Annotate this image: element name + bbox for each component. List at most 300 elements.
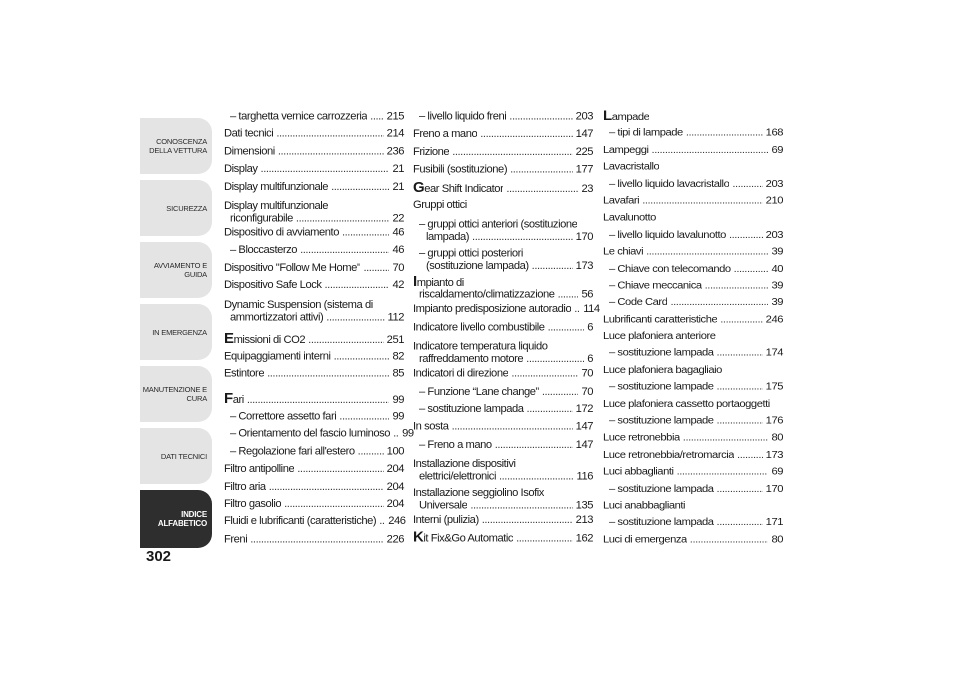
entry-label: – sostituzione lampada (419, 403, 524, 416)
index-entry (413, 418, 593, 436)
leader-dots (548, 319, 585, 337)
entry-label: Display multifunzionale (224, 200, 329, 212)
section-initial: K (413, 529, 424, 546)
entry-label: – gruppi ottici posteriori (419, 247, 523, 260)
entry-label: Dispositivo Safe Lock (224, 279, 322, 291)
entry-text (609, 227, 726, 244)
entry-text (609, 480, 714, 497)
entry-page-number: 246 (388, 516, 406, 528)
leader-dots (326, 311, 384, 322)
entry-text (609, 514, 714, 531)
entry-text (413, 319, 545, 337)
entry-page-number: 174 (765, 347, 783, 359)
entry-label: ammortizzatori attivi) (230, 311, 324, 323)
entry-page-number: 203 (765, 178, 783, 190)
entry-text (603, 396, 770, 413)
entry-label: lampada) (426, 231, 470, 244)
chapter-sidebar (140, 118, 212, 546)
entry-page-number: 112 (387, 311, 404, 323)
entry-text (419, 383, 539, 401)
entry-page-number: 236 (386, 145, 404, 158)
leader-dots (734, 260, 769, 277)
entry-label: ear Shift Indicator (424, 182, 504, 195)
leader-dots (732, 176, 762, 193)
leader-dots (690, 531, 769, 548)
index-entry (603, 210, 783, 227)
entry-page-number: 39 (771, 246, 783, 258)
entry-page-number: 176 (765, 415, 783, 427)
index-entry (603, 176, 783, 193)
index-entry (413, 319, 593, 337)
entry-label: Frizione (413, 146, 450, 158)
index-entry (413, 340, 593, 365)
entry-label: Lampeggi (603, 144, 649, 156)
entry-text (224, 348, 331, 366)
leader-dots (452, 143, 572, 161)
entry-text (224, 478, 266, 496)
index-entry (413, 365, 593, 383)
entry-text (413, 143, 449, 161)
entry-page-number: 147 (575, 421, 593, 433)
entry-text (419, 401, 524, 419)
chapter-tab-2[interactable] (140, 180, 212, 236)
chapter-tab-label: INDICE ALFABETICO (157, 510, 207, 528)
leader-dots (278, 143, 384, 161)
entry-label: – Code Card (609, 296, 668, 309)
index-entry (224, 199, 404, 224)
entry-label: Indicatore temperatura liquido (413, 341, 548, 353)
leader-dots (574, 301, 580, 319)
entry-label: Freno a mano (413, 128, 478, 141)
entry-text (224, 126, 273, 144)
leader-dots (334, 348, 390, 366)
entry-page-number: 69 (771, 466, 783, 478)
leader-dots (342, 224, 389, 242)
entry-page-number: 214 (386, 128, 404, 140)
entry-page-number: 99 (392, 410, 404, 423)
leader-dots (296, 213, 390, 224)
index-entry (413, 458, 593, 483)
entry-text (224, 143, 275, 161)
entry-label: Lubrificanti caratteristiche (603, 313, 718, 325)
entry-page-number: 210 (765, 195, 783, 207)
entry-page-number: 204 (386, 463, 404, 475)
leader-dots (470, 500, 572, 512)
index-entry (224, 259, 404, 277)
leader-dots (452, 418, 573, 436)
leader-dots (472, 232, 573, 244)
entry-label: raffreddamento motore (419, 353, 524, 366)
entry-label: Indicatori di direzione (413, 368, 509, 380)
leader-dots (510, 161, 573, 179)
chapter-tab-7[interactable] (140, 490, 212, 548)
entry-page-number: 99 (392, 394, 404, 406)
leader-dots (482, 511, 573, 529)
entry-label: Dynamic Suspension (sistema di (224, 298, 373, 311)
index-entry (603, 514, 783, 531)
index-entry (603, 125, 783, 142)
entry-text (413, 418, 449, 436)
entry-text (603, 108, 649, 126)
entry-label: Estintore (224, 368, 265, 380)
entry-text (224, 330, 305, 348)
index-entry (224, 365, 404, 383)
entry-page-number: 204 (386, 498, 404, 510)
entry-label: Display (224, 163, 258, 175)
entry-label: Luce plafoniera anteriore (603, 330, 716, 342)
entry-text (609, 294, 667, 311)
index-entry (224, 143, 404, 161)
entry-text (419, 108, 506, 126)
index-entry (603, 413, 783, 430)
entry-label: Dimensioni (224, 145, 275, 158)
leader-dots (509, 108, 572, 126)
index-column-3 (603, 108, 783, 548)
entry-page-number: 69 (771, 144, 783, 156)
entry-text (413, 179, 503, 198)
chapter-tab-4[interactable] (140, 304, 212, 360)
leader-dots (495, 436, 573, 454)
section-gap (224, 383, 404, 391)
leader-dots (480, 126, 572, 144)
section-initial: E (224, 330, 234, 347)
entry-page-number: 6 (587, 321, 593, 334)
leader-dots (247, 392, 390, 410)
index-entry (603, 311, 783, 328)
leader-dots (261, 161, 390, 179)
entry-page-number: 99 (402, 428, 414, 440)
entry-label: – gruppi ottici anteriori (sostituzione (419, 219, 578, 231)
entry-label: Filtro gasolio (224, 498, 282, 510)
index-entry (224, 224, 404, 242)
entry-page-number: 82 (392, 350, 404, 363)
entry-text (603, 463, 674, 480)
entry-label: – Chiave con telecomando (609, 263, 731, 275)
entry-text (419, 500, 467, 512)
entry-page-number: 46 (392, 244, 404, 256)
entry-label: – sostituzione lampade (609, 415, 714, 427)
entry-label: Equipaggiamenti interni (224, 350, 331, 363)
entry-label: – Correttore assetto fari (230, 410, 337, 423)
index-column-1 (224, 108, 414, 548)
entry-text (603, 447, 734, 464)
index-entry (603, 531, 783, 548)
entry-label: Fusibili (sostituzione) (413, 164, 508, 176)
chapter-tab-1[interactable] (140, 118, 212, 174)
leader-dots (717, 413, 763, 430)
entry-page-number: 203 (765, 229, 783, 241)
index-entry (603, 345, 783, 362)
entry-text (419, 289, 555, 301)
chapter-tab-label: IN EMERGENZA (152, 327, 207, 337)
index-entry (603, 193, 783, 210)
entry-text (413, 486, 544, 499)
entry-text (413, 126, 477, 144)
index-entry (603, 108, 783, 125)
leader-dots (358, 443, 384, 461)
entry-text (230, 242, 297, 260)
entry-text (603, 362, 722, 379)
entry-text (603, 210, 656, 227)
entry-text (413, 511, 479, 529)
entry-label: riscaldamento/climatizzazione (419, 289, 555, 301)
leader-dots (527, 401, 573, 419)
entry-label: Luce retronebbia (603, 432, 680, 444)
entry-label: Luce retronebbia/retromarcia (603, 449, 735, 461)
entry-label: – livello liquido lavacristallo (609, 178, 730, 190)
entry-label: Luce plafoniera cassetto portaoggetti (603, 398, 770, 410)
index-entry (224, 242, 404, 260)
entry-label: Installazione seggiolino Isofix (413, 487, 544, 499)
entry-text (609, 379, 714, 396)
chapter-tab-label: AVVIAMENTO E GUIDA (153, 261, 207, 279)
entry-text (224, 513, 376, 531)
entry-page-number: 39 (771, 280, 783, 292)
leader-dots (526, 354, 584, 366)
entry-page-number: 46 (392, 227, 404, 239)
entry-page-number: 171 (765, 517, 783, 529)
entry-text (609, 260, 731, 277)
index-entry (413, 529, 593, 547)
entry-page-number: 168 (765, 127, 783, 139)
entry-label: Fluidi e lubrificanti (caratteristiche) (224, 516, 377, 528)
entry-page-number: 175 (765, 381, 783, 393)
entry-text (224, 298, 373, 311)
index-entry (224, 178, 404, 196)
index-entry (224, 426, 414, 444)
entry-text (224, 531, 247, 549)
chapter-tab-label: DATI TECNICI (160, 451, 207, 461)
entry-label: riconfigurabile (230, 212, 293, 225)
entry-page-number: 226 (386, 533, 404, 545)
index-entry (603, 480, 783, 497)
entry-page-number: 70 (581, 368, 593, 380)
leader-dots (506, 180, 578, 198)
entry-label: Freni (224, 533, 248, 545)
entry-page-number: 177 (575, 164, 593, 176)
leader-dots (269, 478, 384, 496)
entry-text (419, 436, 492, 454)
index-entry (224, 391, 404, 409)
chapter-tab-label: CONOSCENZA DELLA VETTURA (149, 137, 207, 155)
entry-page-number: 21 (392, 163, 404, 175)
entry-label: Luci anabbaglianti (603, 500, 686, 512)
index-entry (413, 301, 600, 319)
entry-text (603, 430, 680, 447)
leader-dots (542, 383, 579, 401)
entry-text (413, 458, 516, 471)
entry-text (609, 277, 702, 294)
entry-label: – sostituzione lampada (609, 517, 714, 529)
index-entry (413, 161, 593, 179)
leader-dots (297, 461, 383, 479)
entry-text (603, 497, 685, 514)
entry-text (224, 259, 360, 277)
entry-text (609, 345, 714, 362)
entry-text (603, 243, 643, 260)
index-entry (603, 430, 783, 447)
entry-text (413, 301, 571, 319)
index-entry (413, 436, 593, 454)
entry-text (419, 247, 523, 260)
entry-label: missioni di CO2 (233, 334, 306, 346)
chapter-tab-5[interactable] (140, 366, 212, 422)
entry-page-number: 116 (576, 471, 593, 483)
entry-page-number: 170 (575, 231, 593, 244)
entry-page-number: 213 (575, 514, 593, 526)
entry-page-number: 70 (392, 262, 404, 274)
index-entry (603, 447, 783, 464)
index-entry (603, 497, 783, 514)
entry-page-number: 162 (575, 533, 593, 545)
entry-label: – livello liquido freni (419, 110, 507, 123)
leader-dots (331, 178, 389, 196)
leader-dots (683, 430, 769, 447)
index-entry (603, 159, 783, 176)
index-entry (224, 126, 404, 144)
section-initial: L (603, 108, 612, 124)
entry-text (413, 161, 507, 179)
entry-label: Dispositivo "Follow Me Home" (224, 262, 361, 274)
leader-dots (499, 471, 574, 483)
entry-label: Luci di emergenza (603, 533, 687, 546)
index-entry (603, 142, 783, 159)
leader-dots (284, 496, 384, 514)
entry-label: it Fix&Go Automatic (423, 533, 514, 545)
leader-dots (717, 379, 763, 396)
entry-label: Indicatore livello combustibile (413, 321, 545, 334)
leader-dots (720, 311, 762, 328)
entry-text (603, 159, 659, 176)
leader-dots (729, 227, 763, 244)
entry-label: Interni (pulizia) (413, 514, 479, 526)
entry-page-number: 85 (392, 368, 404, 380)
chapter-tab-label: SICUREZZA (166, 203, 207, 213)
leader-dots (686, 125, 763, 142)
leader-dots (717, 345, 763, 362)
leader-dots (250, 531, 383, 549)
entry-text (609, 413, 714, 430)
entry-page-number: 70 (581, 385, 593, 398)
entry-page-number: 135 (575, 499, 593, 512)
leader-dots (339, 408, 389, 426)
entry-text (603, 311, 717, 328)
leader-dots (737, 447, 763, 464)
index-entry (603, 396, 783, 413)
entry-text (603, 328, 716, 345)
entry-label: – Bloccasterzo (230, 244, 298, 256)
index-entry (224, 348, 404, 366)
entry-page-number: 22 (392, 212, 404, 225)
entry-text (603, 142, 649, 159)
entry-text (224, 496, 281, 514)
entry-text (230, 426, 390, 444)
entry-text (230, 108, 367, 126)
entry-label: Universale (419, 499, 468, 512)
entry-text (224, 277, 322, 295)
entry-label: – Freno a mano (419, 438, 492, 451)
entry-label: Luci abbaglianti (603, 466, 674, 478)
entry-label: Gruppi ottici (413, 199, 467, 211)
index-entry (413, 143, 593, 161)
entry-label: ari (232, 394, 244, 406)
entry-page-number: 170 (765, 483, 783, 495)
entry-page-number: 21 (392, 180, 404, 193)
entry-label: Filtro antipolline (224, 463, 295, 475)
chapter-tab-3[interactable] (140, 242, 212, 298)
index-entry (413, 218, 593, 243)
leader-dots (393, 426, 399, 444)
entry-page-number: 147 (575, 128, 593, 141)
section-initial: F (224, 390, 233, 407)
leader-dots (300, 242, 389, 260)
index-entry (224, 513, 404, 531)
index-entry (413, 197, 593, 215)
entry-label: – sostituzione lampada (609, 483, 714, 495)
leader-dots (532, 260, 573, 272)
leader-dots (267, 365, 389, 383)
entry-page-number: 42 (392, 279, 404, 291)
leader-dots (677, 463, 769, 480)
entry-text (419, 218, 577, 231)
entry-page-number: 173 (575, 260, 593, 273)
entry-page-number: 114 (583, 303, 600, 316)
entry-text (419, 471, 496, 483)
leader-dots (363, 259, 389, 277)
index-entry (413, 383, 593, 401)
entry-text (603, 531, 687, 548)
entry-text (413, 365, 508, 383)
entry-page-number: 172 (575, 403, 593, 416)
entry-text (230, 443, 355, 461)
section-initial: G (413, 178, 425, 196)
entry-label: Lavalunotto (603, 212, 656, 224)
index-entry (413, 179, 593, 197)
index-entry (603, 227, 783, 244)
entry-label: ampade (611, 111, 650, 123)
entry-text (426, 260, 529, 272)
entry-text (224, 391, 244, 409)
index-entry (413, 511, 593, 529)
entry-text (224, 461, 294, 479)
leader-dots (308, 331, 384, 349)
index-entry (224, 277, 404, 295)
leader-dots (558, 289, 579, 301)
entry-text (413, 276, 464, 290)
entry-label: – Regolazione fari all'estero (230, 445, 355, 458)
entry-page-number: 80 (771, 432, 783, 444)
section-gap (224, 323, 404, 331)
leader-dots (325, 277, 390, 295)
entry-page-number: 100 (386, 445, 404, 458)
leader-dots (642, 193, 762, 210)
index-entry (413, 126, 593, 144)
entry-label: Lavacristallo (603, 161, 660, 173)
entry-text (230, 311, 323, 322)
leader-dots (670, 294, 768, 311)
index-entry (413, 276, 593, 301)
entry-page-number: 56 (581, 289, 593, 301)
index-entry (224, 298, 404, 323)
section-initial: I (413, 275, 417, 291)
chapter-tab-6[interactable] (140, 428, 212, 484)
leader-dots (379, 513, 385, 531)
index-entry (224, 408, 404, 426)
leader-dots (705, 277, 769, 294)
entry-label: elettrici/elettronici (419, 471, 496, 483)
entry-label: – sostituzione lampade (609, 381, 714, 393)
index-entry (224, 108, 404, 126)
